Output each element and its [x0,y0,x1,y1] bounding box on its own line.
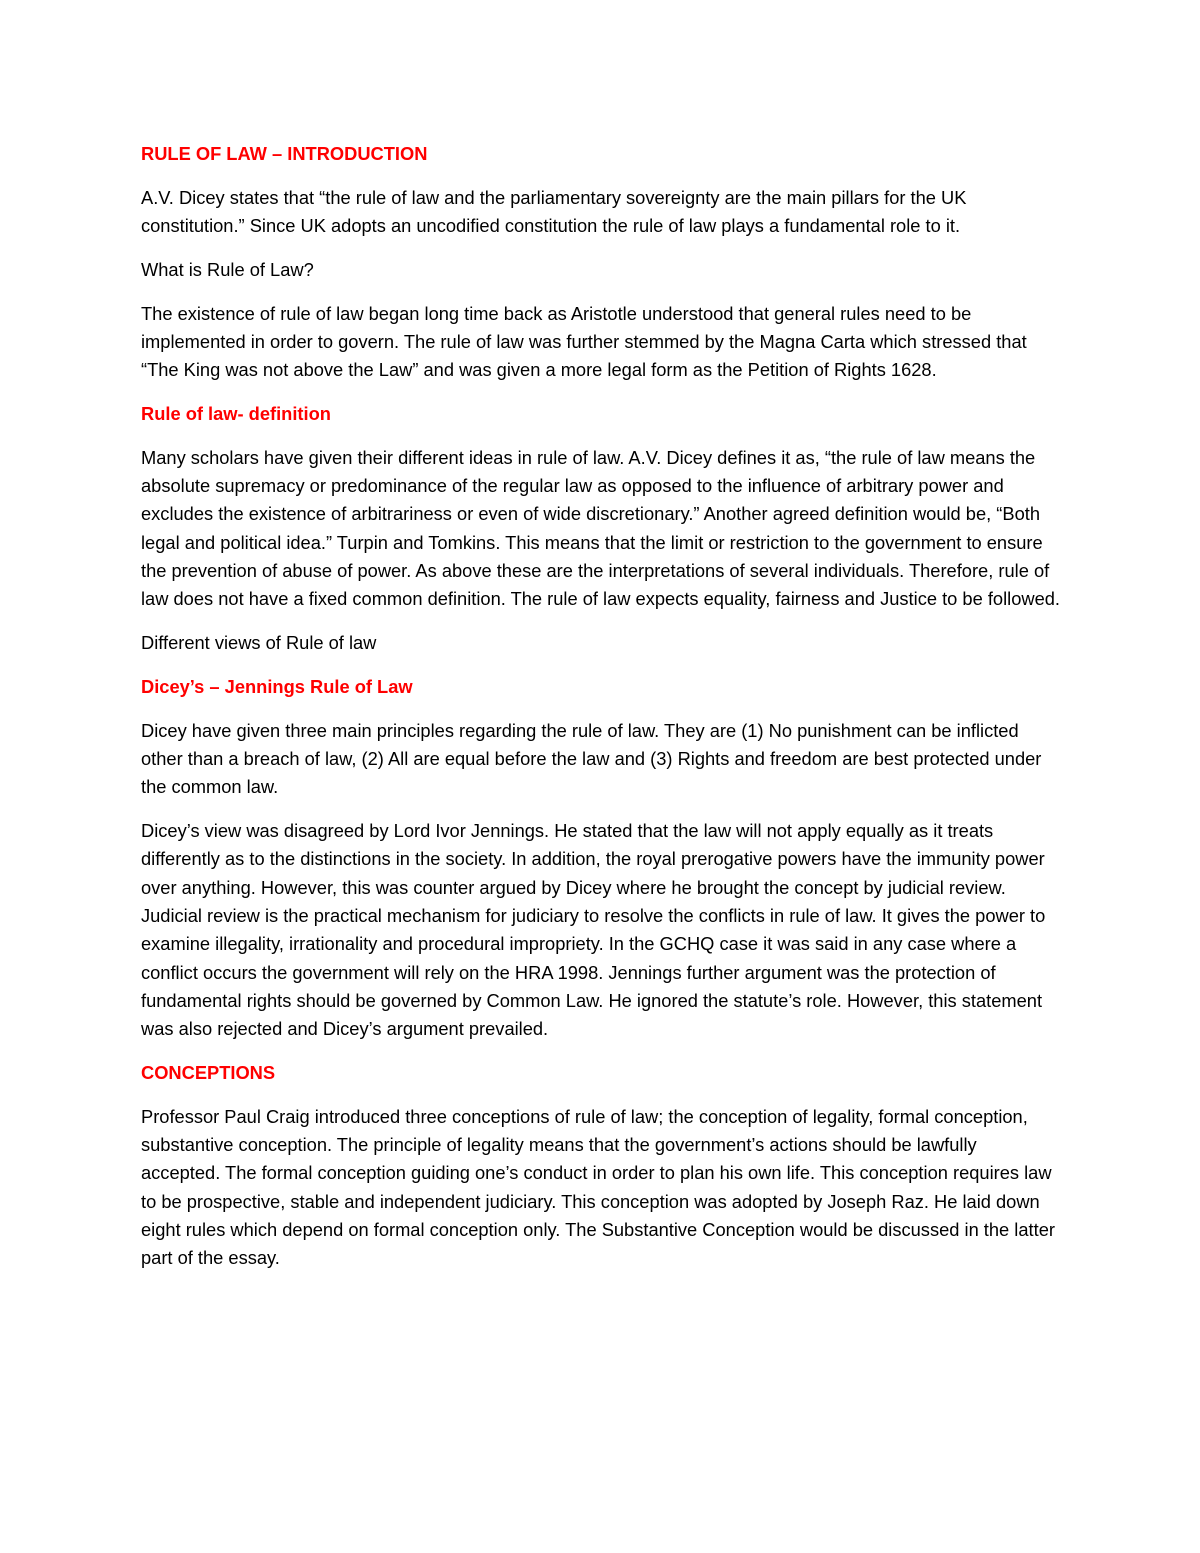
paragraph-existence: The existence of rule of law began long time back as Aristotle understood that general rules need to be implemented in order to govern. The rule of law was further stemmed by the Magna Carta which stressed that “The King was not above the Law” and was given a more legal form as the Petition of Rights 1628. [141,302,1027,381]
subheading-different-views: Different views of Rule of law [141,632,377,654]
paragraph-jennings: Dicey’s view was disagreed by Lord Ivor Jennings. He stated that the law will not apply equally as it treats differently as to the distinctions in the society. In addition, the royal prerogative powers have the immunity power over anything. However, this was counter argued by Dicey where he brought the concept by judicial review. Judicial review is the practical mechanism for judiciary to resolve the conflicts in rule of law. It gives the power to examine illegality, irrationality and procedural impropriety. In the GCHQ case it was said in any case where a conflict occurs the government will rely on the HRA 1998. Jennings further argument was the protection of fundamental rights should be governed by Common Law. He ignored the statute’s role. However, this statement was also rejected and Dicey’s argument prevailed. [141,820,1046,1040]
paragraph-introduction: A.V. Dicey states that “the rule of law and the parliamentary sovereignty are the main pillars for the UK constitution.” Since UK adopts an uncodified constitution the rule of law plays a fundamental role to it. [141,186,967,237]
heading-conceptions: CONCEPTIONS [141,1062,276,1084]
heading-dicey-jennings: Dicey’s – Jennings Rule of Law [141,675,413,697]
heading-definition: Rule of law- definition [141,403,331,425]
paragraph-definition: Many scholars have given their different ideas in rule of law. A.V. Dicey defines it as, “the rule of law means the absolute supremacy or predominance of the regular law as opposed to the influence of arbitrary power and excludes the existence of arbitrariness or even of wide discretionary.” Another agreed definition would be, “Both legal and political idea.” Turpin and Tomkins. This means that the limit or restriction to the government to ensure the prevention of abuse of power. As above these are the interpretations of several individuals. Therefore, rule of law does not have a fixed common definition. The rule of law expects equality, fairness and Justice to be followed. [141,446,1060,610]
heading-introduction: RULE OF LAW – INTRODUCTION [141,143,428,164]
paragraph-principles: Dicey have given three main principles regarding the rule of law. They are (1) No punishment can be inflicted other than a breach of law, (2) All are equal before the law and (3) Rights and freedom are best protected under the common law. [141,719,1042,798]
paragraph-conceptions: Professor Paul Craig introduced three conceptions of rule of law; the conception of legality, formal conception, substantive conception. The principle of legality means that the government’s actions should be lawfully accepted. The formal conception guiding one’s conduct in order to plan his own life. This conception requires law to be prospective, stable and independent judiciary. This conception was adopted by Joseph Raz. He laid down eight rules which depend on formal conception only. The Substantive Conception would be discussed in the latter part of the essay. [141,1105,1055,1269]
subheading-what-is-rule-of-law: What is Rule of Law? [141,258,314,280]
document-page [141,140,1061,1288]
